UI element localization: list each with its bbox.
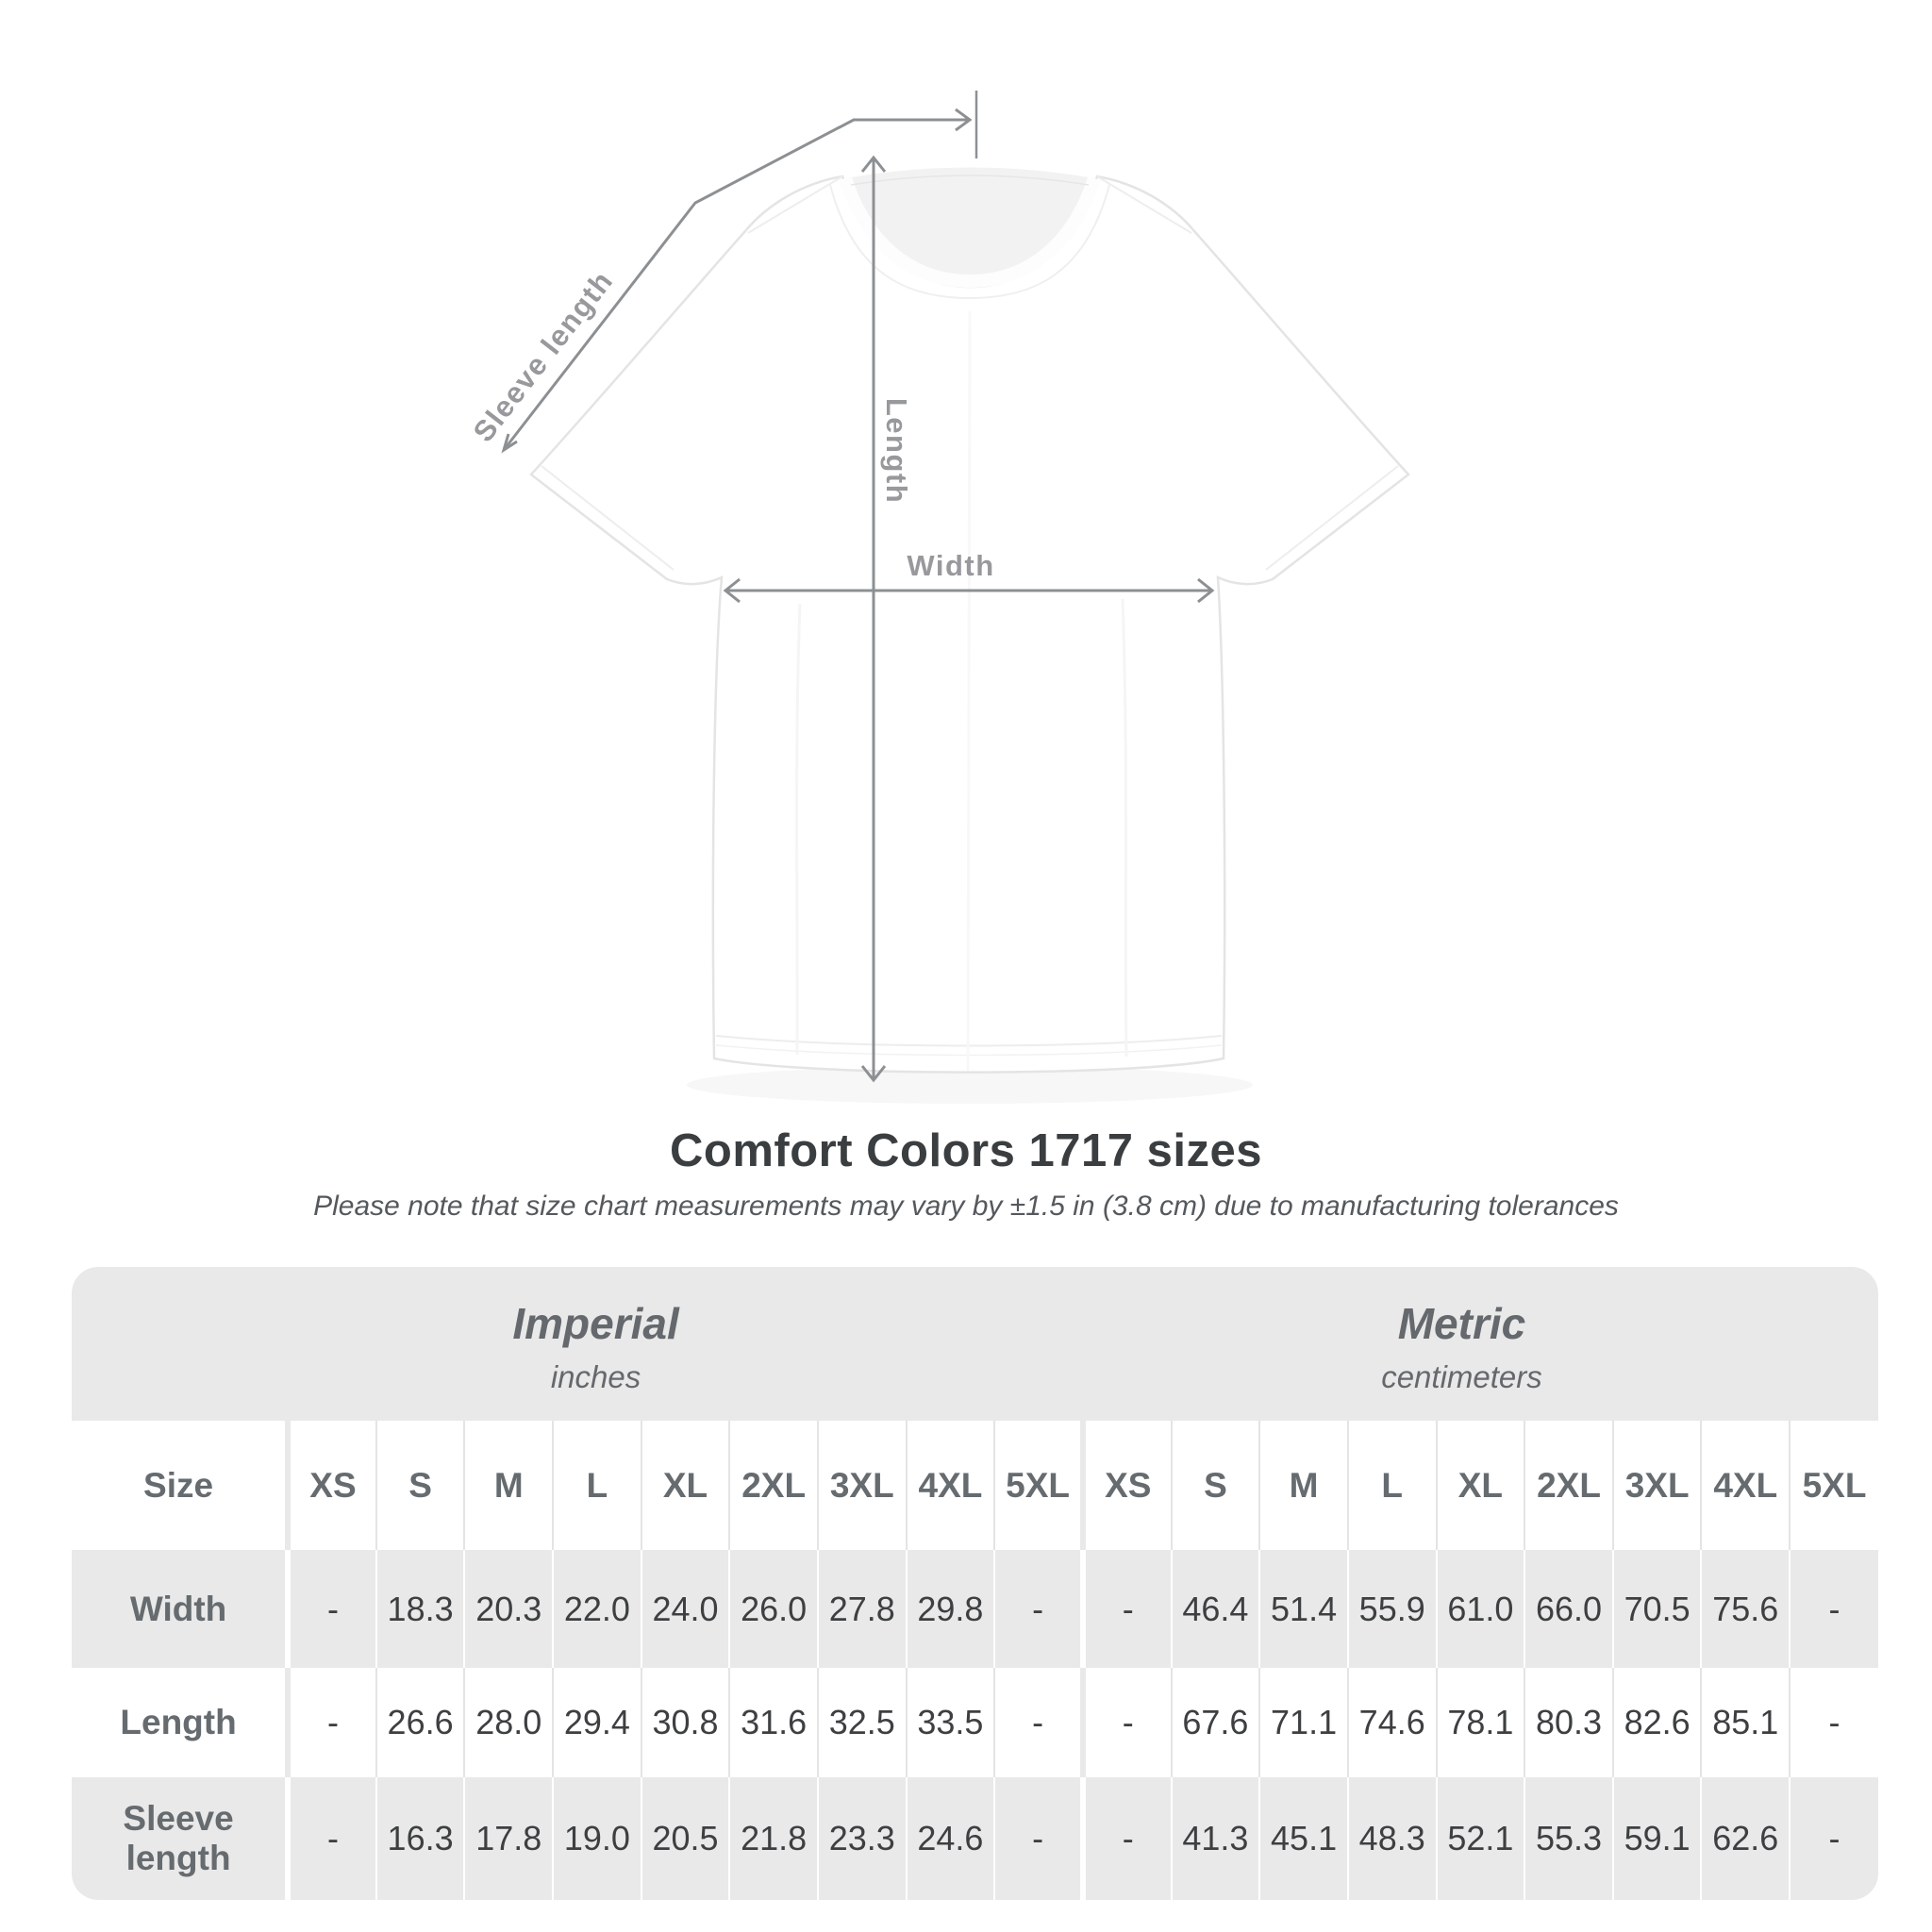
table-cell: 29.4 bbox=[553, 1668, 641, 1777]
size-col-header: M bbox=[464, 1421, 553, 1550]
size-col-header: 5XL bbox=[994, 1421, 1083, 1550]
metric-group-unit: centimeters bbox=[1381, 1358, 1542, 1394]
table-cell: 29.8 bbox=[907, 1550, 995, 1668]
length-label: Length bbox=[880, 397, 913, 505]
table-cell: 46.4 bbox=[1172, 1550, 1260, 1668]
table-cell: 24.0 bbox=[641, 1550, 730, 1668]
size-col-header: 4XL bbox=[1701, 1421, 1790, 1550]
size-col-header: XL bbox=[1437, 1421, 1525, 1550]
table-cell: 28.0 bbox=[464, 1668, 553, 1777]
table-cell: 33.5 bbox=[907, 1668, 995, 1777]
size-col-header: M bbox=[1259, 1421, 1348, 1550]
row-label: Width bbox=[72, 1550, 288, 1668]
size-header-row bbox=[72, 1421, 1878, 1550]
row-label: Sleeve length bbox=[72, 1777, 288, 1900]
table-cell: 78.1 bbox=[1437, 1668, 1525, 1777]
unit-header-spacer bbox=[72, 1267, 288, 1421]
table-cell: 17.8 bbox=[464, 1777, 553, 1900]
imperial-group-unit: inches bbox=[550, 1358, 641, 1394]
imperial-group-title: Imperial bbox=[512, 1298, 679, 1348]
size-chart-table bbox=[72, 1267, 1878, 1900]
table-cell: - bbox=[288, 1777, 376, 1900]
table-cell: 55.9 bbox=[1348, 1550, 1437, 1668]
table-cell: - bbox=[1790, 1668, 1878, 1777]
table-cell: 18.3 bbox=[376, 1550, 465, 1668]
page-title: Comfort Colors 1717 sizes bbox=[670, 1125, 1262, 1176]
width-label: Width bbox=[907, 549, 995, 582]
table-cell: 82.6 bbox=[1613, 1668, 1702, 1777]
size-header-label: Size bbox=[72, 1421, 288, 1550]
table-cell: 30.8 bbox=[641, 1668, 730, 1777]
table-cell: 20.5 bbox=[641, 1777, 730, 1900]
table-cell: 71.1 bbox=[1259, 1668, 1348, 1777]
unit-group-imperial bbox=[288, 1267, 1083, 1421]
table-cell: - bbox=[1083, 1777, 1172, 1900]
table-cell: 24.6 bbox=[907, 1777, 995, 1900]
table-cell: - bbox=[1083, 1668, 1172, 1777]
table-cell: 66.0 bbox=[1524, 1550, 1613, 1668]
table-cell: 22.0 bbox=[553, 1550, 641, 1668]
size-col-header: 2XL bbox=[1524, 1421, 1613, 1550]
table-cell: - bbox=[1790, 1777, 1878, 1900]
table-cell: 19.0 bbox=[553, 1777, 641, 1900]
table-cell: 62.6 bbox=[1701, 1777, 1790, 1900]
table-cell: 52.1 bbox=[1437, 1777, 1525, 1900]
table-cell: 48.3 bbox=[1348, 1777, 1437, 1900]
table-cell: - bbox=[994, 1550, 1083, 1668]
table-cell: 31.6 bbox=[729, 1668, 818, 1777]
table-row bbox=[72, 1550, 1878, 1668]
table-cell: 51.4 bbox=[1259, 1550, 1348, 1668]
size-col-header: 2XL bbox=[729, 1421, 818, 1550]
table-cell: 61.0 bbox=[1437, 1550, 1525, 1668]
size-col-header: XS bbox=[288, 1421, 376, 1550]
table-cell: - bbox=[1083, 1550, 1172, 1668]
table-cell: 67.6 bbox=[1172, 1668, 1260, 1777]
table-cell: 75.6 bbox=[1701, 1550, 1790, 1668]
size-col-header: 3XL bbox=[818, 1421, 907, 1550]
table-row bbox=[72, 1668, 1878, 1777]
table-cell: 20.3 bbox=[464, 1550, 553, 1668]
table-row bbox=[72, 1777, 1878, 1900]
size-col-header: XS bbox=[1083, 1421, 1172, 1550]
table-cell: 41.3 bbox=[1172, 1777, 1260, 1900]
tolerance-note: Please note that size chart measurements may vary by ±1.5 in (3.8 cm) due to manufacturing tolerances bbox=[313, 1191, 1619, 1222]
unit-group-metric bbox=[1083, 1267, 1878, 1421]
size-col-header: XL bbox=[641, 1421, 730, 1550]
table-cell: 85.1 bbox=[1701, 1668, 1790, 1777]
metric-group-title: Metric bbox=[1397, 1298, 1526, 1348]
size-col-header: S bbox=[1172, 1421, 1260, 1550]
size-col-header: 4XL bbox=[907, 1421, 995, 1550]
size-col-header: L bbox=[553, 1421, 641, 1550]
table-cell: 27.8 bbox=[818, 1550, 907, 1668]
size-table-container bbox=[72, 1267, 1878, 1900]
row-label: Length bbox=[72, 1668, 288, 1777]
table-cell: 26.6 bbox=[376, 1668, 465, 1777]
size-col-header: L bbox=[1348, 1421, 1437, 1550]
table-cell: - bbox=[994, 1777, 1083, 1900]
table-cell: 45.1 bbox=[1259, 1777, 1348, 1900]
unit-header-row bbox=[72, 1267, 1878, 1421]
table-cell: - bbox=[1790, 1550, 1878, 1668]
table-cell: 16.3 bbox=[376, 1777, 465, 1900]
table-cell: - bbox=[288, 1668, 376, 1777]
table-cell: 26.0 bbox=[729, 1550, 818, 1668]
table-cell: 21.8 bbox=[729, 1777, 818, 1900]
table-cell: 74.6 bbox=[1348, 1668, 1437, 1777]
tshirt-graphic bbox=[531, 168, 1408, 1073]
table-cell: 59.1 bbox=[1613, 1777, 1702, 1900]
size-col-header: 5XL bbox=[1790, 1421, 1878, 1550]
table-cell: 80.3 bbox=[1524, 1668, 1613, 1777]
sleeve-length-label: Sleeve length bbox=[466, 264, 620, 448]
table-cell: 23.3 bbox=[818, 1777, 907, 1900]
table-cell: 32.5 bbox=[818, 1668, 907, 1777]
table-cell: - bbox=[288, 1550, 376, 1668]
table-cell: 70.5 bbox=[1613, 1550, 1702, 1668]
table-cell: - bbox=[994, 1668, 1083, 1777]
size-col-header: S bbox=[376, 1421, 465, 1550]
table-cell: 55.3 bbox=[1524, 1777, 1613, 1900]
size-col-header: 3XL bbox=[1613, 1421, 1702, 1550]
